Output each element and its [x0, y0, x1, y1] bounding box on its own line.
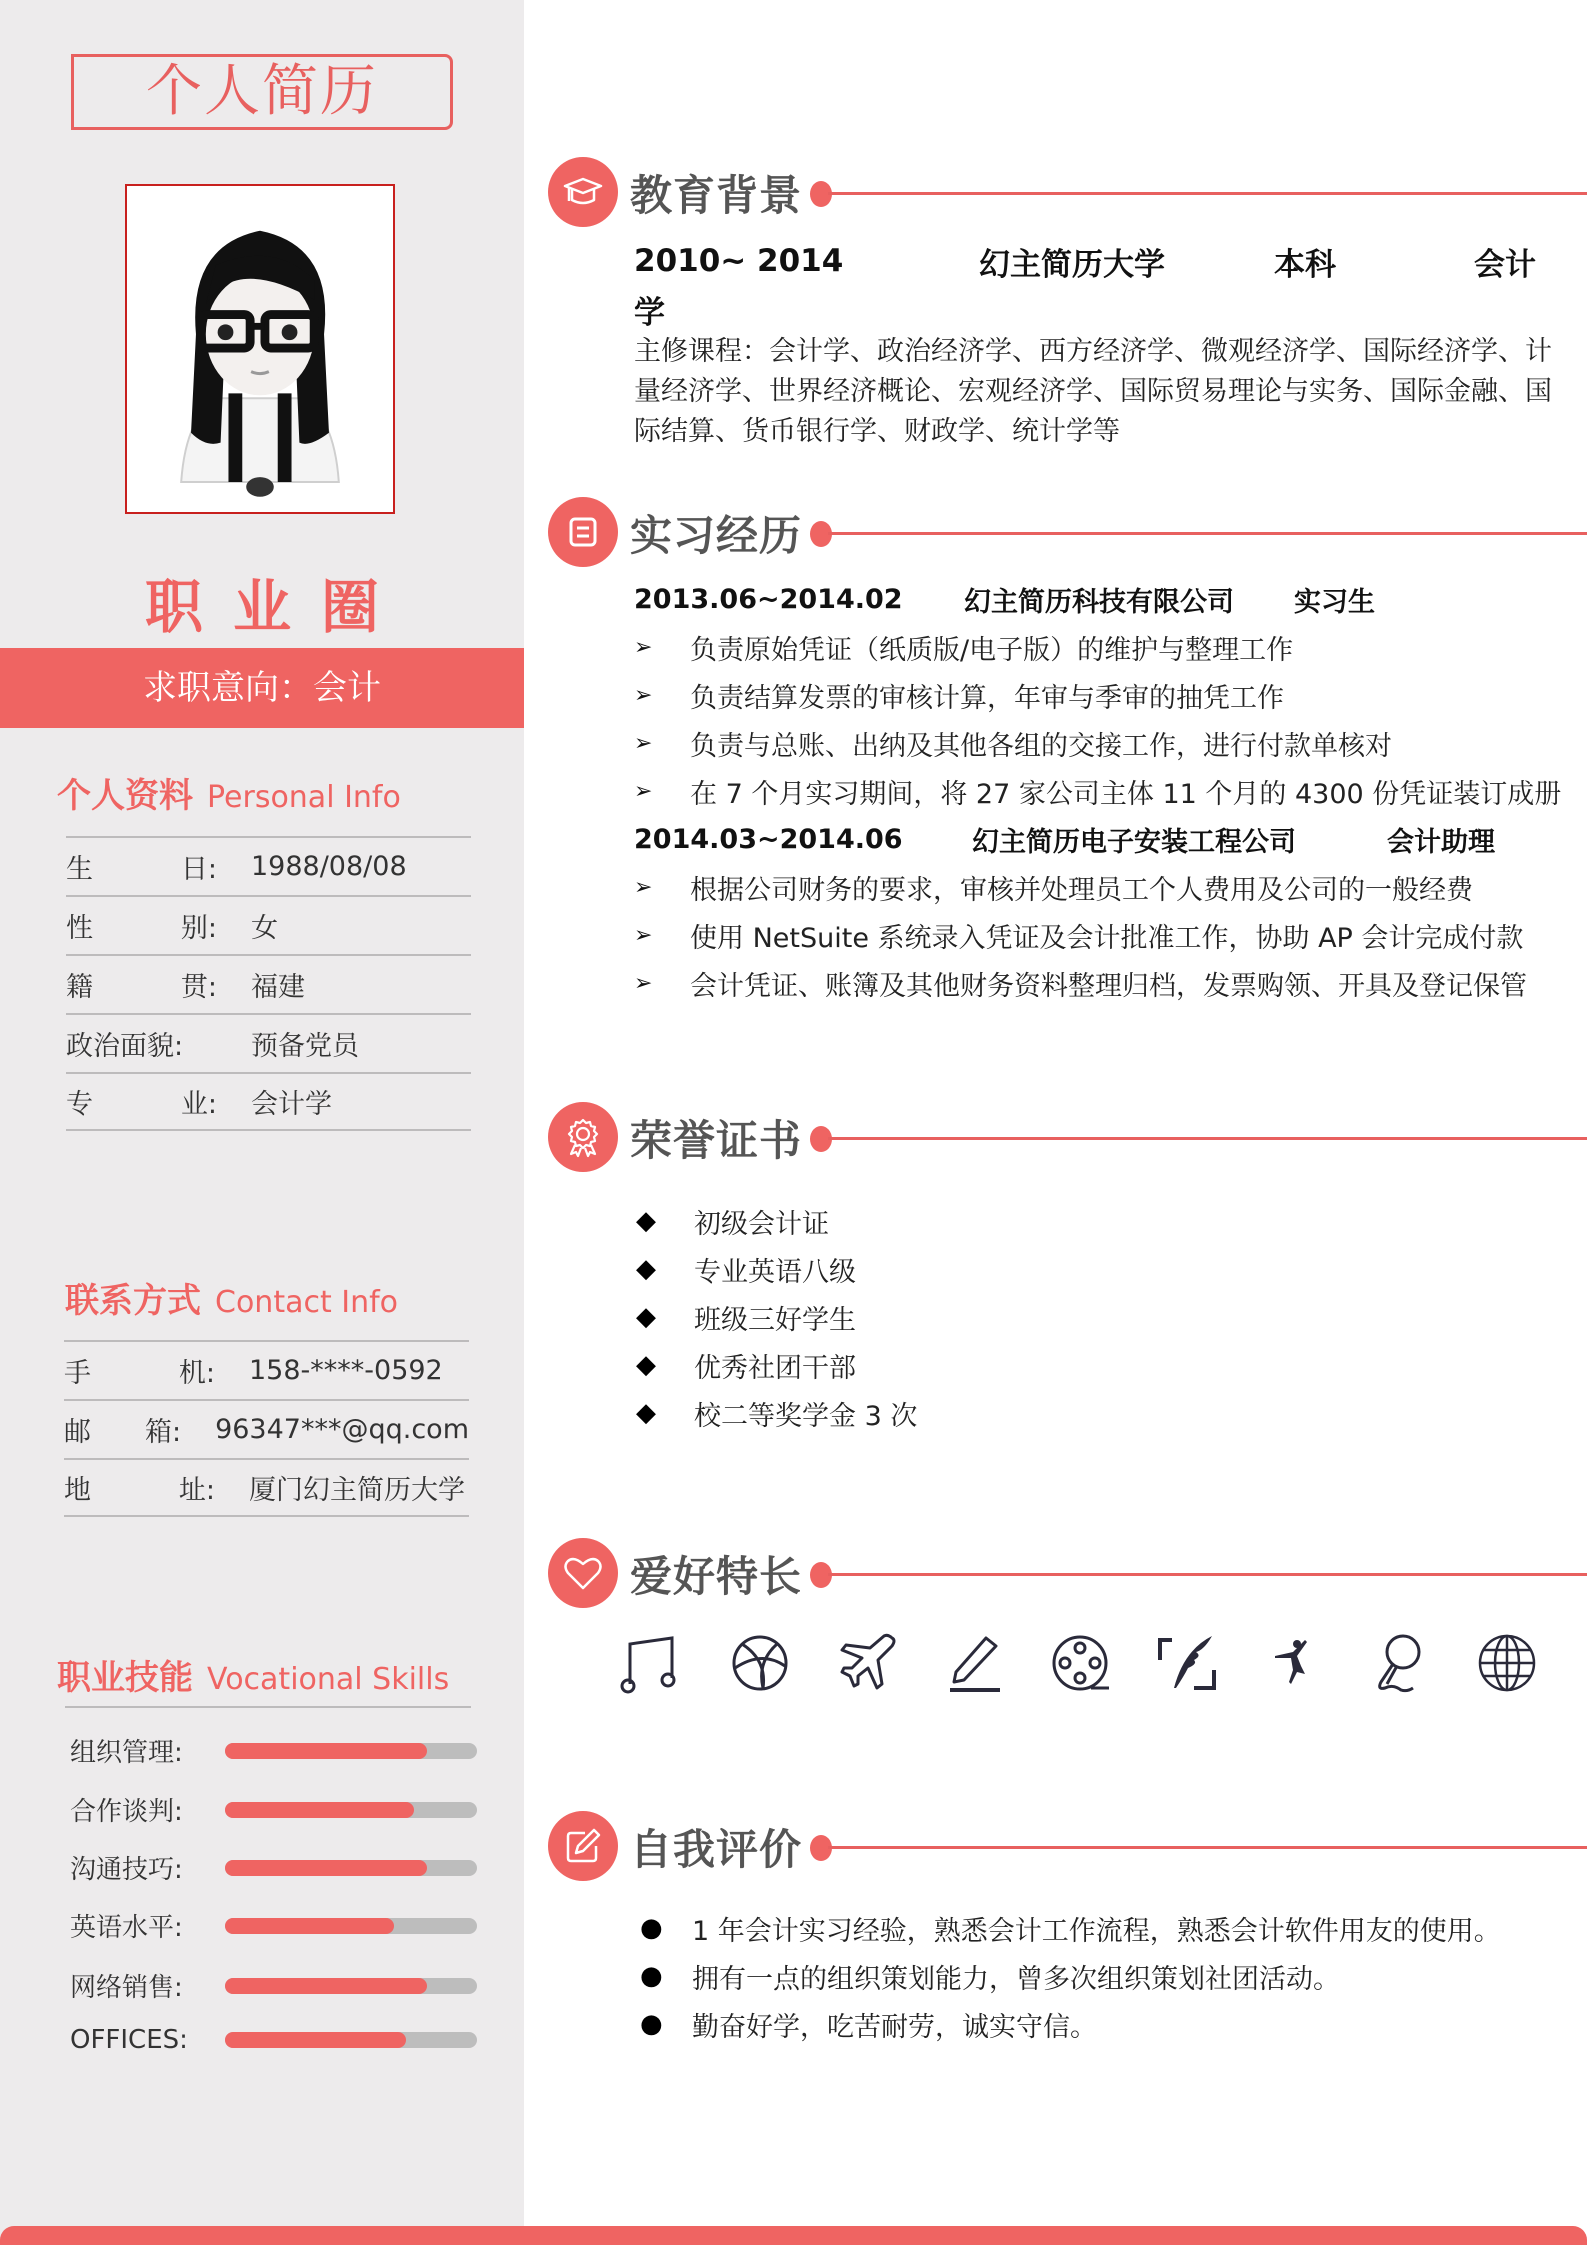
- dance-icon: [1261, 1630, 1327, 1696]
- bullet-text: 使用 NetSuite 系统录入凭证及会计批准工作，协助 AP 会计完成付款: [690, 922, 1524, 954]
- honor-item: [636, 1293, 1566, 1341]
- skill-label: 网络销售:: [70, 1973, 183, 2003]
- info-row-birthday: [66, 836, 471, 895]
- label-char: 箱:: [144, 1417, 182, 1448]
- personal-info-heading-en: Personal Info: [207, 780, 401, 815]
- profile-photo: [125, 184, 395, 514]
- info-row-political-status: [66, 1013, 471, 1072]
- skill-row: [70, 1732, 477, 1769]
- quill-writing-icon: [1154, 1630, 1220, 1696]
- candidate-name: 职业圈: [144, 573, 409, 641]
- job-header: [634, 575, 1564, 623]
- honor-item: [636, 1389, 1566, 1437]
- arrow-bullet-icon: ➢: [634, 970, 653, 996]
- education-summary: [634, 236, 1564, 286]
- dot-bullet-icon: ●: [640, 1913, 663, 1943]
- bullet-text: 根据公司财务的要求，审核并处理员工个人费用及公司的一般经费: [690, 874, 1473, 906]
- skill-label: OFFICES:: [70, 2025, 188, 2055]
- diamond-bullet-icon: ◆: [636, 1254, 656, 1284]
- internship-title: 实习经历: [630, 511, 803, 560]
- job-company: 幻主简历电子安装工程公司: [972, 826, 1296, 858]
- label-text: 政治面貌:: [66, 1031, 184, 1062]
- job-role: 会计助理: [1387, 826, 1495, 858]
- job-company: 幻主简历科技有限公司: [964, 586, 1234, 618]
- skill-row: [70, 1849, 477, 1886]
- avatar-illustration: [127, 186, 393, 512]
- hobbies-title: 爱好特长: [630, 1552, 803, 1601]
- skill-row: [70, 1907, 477, 1944]
- skill-bar-fill: [225, 1743, 427, 1759]
- label-char: 性: [66, 913, 93, 944]
- award-badge-icon: [548, 1102, 618, 1172]
- info-row-email: [64, 1399, 469, 1458]
- education-school: 幻主简历大学: [979, 246, 1165, 283]
- diamond-bullet-icon: ◆: [636, 1350, 656, 1380]
- job-bullet: [634, 911, 1564, 959]
- education-major: 会计: [1474, 246, 1536, 283]
- skill-bar: [225, 1802, 477, 1818]
- education-period: 2010~ 2014: [634, 243, 844, 279]
- label-char: 贯:: [180, 972, 217, 1003]
- self-eval-section-header: [548, 1811, 1587, 1881]
- label-char: 邮: [64, 1417, 91, 1448]
- education-degree: 本科: [1274, 246, 1336, 283]
- honor-item: [636, 1197, 1566, 1245]
- skill-bar: [225, 1978, 477, 1994]
- job-objective: 求职意向：会计: [0, 648, 524, 728]
- basketball-icon: [727, 1630, 793, 1696]
- education-courses: 主修课程：会计学、政治经济学、西方经济学、微观经济学、国际经济学、计量经济学、世界经济概论、宏观经济学、国际贸易理论与实务、国际金融、国际结算、货币银行学、财政学、统计学等: [634, 336, 1552, 447]
- dot-bullet-icon: ●: [640, 1961, 663, 1991]
- heart-icon: [548, 1538, 618, 1608]
- skills-heading-cn: 职业技能: [57, 1658, 193, 1698]
- section-divider: [828, 532, 1587, 535]
- skill-bar: [225, 1743, 477, 1759]
- skills-divider: [65, 1706, 471, 1708]
- job-header: [634, 815, 1564, 863]
- label-char: 籍: [66, 972, 93, 1003]
- honors-title: 荣誉证书: [630, 1116, 803, 1165]
- personal-info-heading: [57, 768, 401, 817]
- skill-row: [70, 1791, 477, 1828]
- job-bullet: [634, 623, 1564, 671]
- bullet-text: 会计凭证、账簿及其他财务资料整理归档，发票购领、开具及登记保管: [690, 970, 1527, 1002]
- job-bullet: [634, 719, 1564, 767]
- skill-row: [70, 1967, 477, 2004]
- section-divider: [828, 1137, 1587, 1140]
- info-row-gender: [66, 895, 471, 954]
- honors-list: [636, 1197, 1566, 1437]
- self-eval-title: 自我评价: [630, 1825, 803, 1874]
- arrow-bullet-icon: ➢: [634, 682, 653, 708]
- skills-heading: [57, 1650, 449, 1699]
- job-bullet: [634, 671, 1564, 719]
- self-eval-item: [640, 2000, 1570, 2048]
- internship-content: [634, 575, 1564, 1007]
- bullet-text: 负责原始凭证（纸质版/电子版）的维护与整理工作: [690, 634, 1294, 666]
- address-value: 厦门幻主简历大学: [249, 1475, 465, 1506]
- contact-info-heading-en: Contact Info: [215, 1285, 399, 1320]
- education-content: [634, 236, 1564, 450]
- self-eval-text: 1 年会计实习经验，熟悉会计工作流程，熟悉会计软件用友的使用。: [692, 1915, 1501, 1947]
- self-eval-list: [640, 1904, 1570, 2048]
- arrow-bullet-icon: ➢: [634, 922, 653, 948]
- graduation-cap-icon: [548, 157, 618, 227]
- dot-bullet-icon: ●: [640, 2009, 663, 2039]
- skill-bar-fill: [225, 1978, 427, 1994]
- self-eval-item: [640, 1904, 1570, 1952]
- job-bullet: [634, 863, 1564, 911]
- personal-info-heading-cn: 个人资料: [57, 776, 193, 816]
- label-char: 生: [66, 854, 93, 885]
- diamond-bullet-icon: ◆: [636, 1302, 656, 1332]
- education-section-header: [548, 157, 1587, 227]
- diamond-bullet-icon: ◆: [636, 1206, 656, 1236]
- list-icon: [548, 497, 618, 567]
- phone-value: 158-****-0592: [249, 1355, 443, 1386]
- arrow-bullet-icon: ➢: [634, 730, 653, 756]
- contact-info-table: [64, 1340, 469, 1517]
- job-period: 2014.03~2014.06: [634, 823, 903, 855]
- honor-item: [636, 1245, 1566, 1293]
- bullet-text: 负责与总账、出纳及其他各组的交接工作，进行付款单核对: [690, 730, 1392, 762]
- skill-label: 组织管理:: [70, 1738, 183, 1768]
- job-bullet: [634, 767, 1564, 815]
- info-row-phone: [64, 1340, 469, 1399]
- honor-text: 初级会计证: [694, 1208, 829, 1240]
- birthday-value: 1988/08/08: [251, 851, 407, 882]
- hometown-value: 福建: [251, 972, 305, 1003]
- arrow-bullet-icon: ➢: [634, 778, 653, 804]
- skill-label: 沟通技巧:: [70, 1855, 183, 1885]
- skill-label: 合作谈判:: [70, 1797, 183, 1827]
- self-eval-item: [640, 1952, 1570, 2000]
- job-period: 2013.06~2014.02: [634, 583, 903, 615]
- diamond-bullet-icon: ◆: [636, 1398, 656, 1428]
- label-char: 业:: [180, 1089, 217, 1120]
- section-divider: [828, 192, 1587, 195]
- honor-text: 班级三好学生: [694, 1304, 856, 1336]
- label-char: 专: [66, 1089, 93, 1120]
- footer-bar: [0, 2226, 1587, 2245]
- honor-text: 专业英语八级: [694, 1256, 856, 1288]
- skill-bar-fill: [225, 1802, 414, 1818]
- hobbies-section-header: [548, 1538, 1587, 1608]
- music-note-icon: [620, 1630, 686, 1696]
- internship-section-header: [548, 497, 1587, 567]
- honor-text: 优秀社团干部: [694, 1352, 856, 1384]
- hobby-icons: [620, 1630, 1540, 1696]
- political-status-value: 预备党员: [251, 1031, 359, 1062]
- education-title: 教育背景: [630, 171, 803, 220]
- job-bullet: [634, 959, 1564, 1007]
- label-char: 手: [64, 1358, 91, 1389]
- airplane-icon: [834, 1630, 900, 1696]
- self-eval-text: 勤奋好学，吃苦耐劳，诚实守信。: [692, 2011, 1097, 2043]
- education-major-wrap: [634, 286, 1564, 332]
- skill-bar: [225, 2032, 477, 2048]
- label-char: 地: [64, 1475, 91, 1506]
- skill-bar-fill: [225, 1860, 427, 1876]
- skill-bar: [225, 1918, 477, 1934]
- skill-label: 英语水平:: [70, 1913, 183, 1943]
- bullet-text: 在 7 个月实习期间，将 27 家公司主体 11 个月的 4300 份凭证装订成册: [690, 778, 1562, 810]
- arrow-bullet-icon: ➢: [634, 874, 653, 900]
- resume-title: 个人简历: [71, 54, 453, 130]
- globe-icon: [1474, 1630, 1540, 1696]
- honor-item: [636, 1341, 1566, 1389]
- section-divider: [828, 1846, 1587, 1849]
- major-value: 会计学: [251, 1089, 332, 1120]
- contact-info-heading: [65, 1273, 398, 1322]
- info-row-hometown: [66, 954, 471, 1013]
- film-reel-icon: [1047, 1630, 1113, 1696]
- label-char: 别:: [180, 913, 217, 944]
- label-char: 址:: [178, 1475, 215, 1506]
- job-role: 实习生: [1294, 586, 1375, 618]
- info-row-address: [64, 1458, 469, 1517]
- section-divider: [828, 1573, 1587, 1576]
- pen-drawing-icon: [940, 1630, 1006, 1696]
- edit-icon: [548, 1811, 618, 1881]
- personal-info-table: [66, 836, 471, 1131]
- table-tennis-icon: [1367, 1630, 1433, 1696]
- info-row-major: [66, 1072, 471, 1131]
- email-value: 96347***@qq.com: [215, 1414, 469, 1445]
- contact-info-heading-cn: 联系方式: [65, 1281, 201, 1321]
- label-char: 日:: [180, 854, 217, 885]
- bullet-text: 负责结算发票的审核计算，年审与季审的抽凭工作: [690, 682, 1284, 714]
- skill-row: [70, 2025, 477, 2055]
- gender-value: 女: [251, 913, 278, 944]
- arrow-bullet-icon: ➢: [634, 634, 653, 660]
- skill-bar-fill: [225, 1918, 394, 1934]
- education-major-continued: 学: [634, 294, 665, 331]
- skill-bar-fill: [225, 2032, 406, 2048]
- honor-text: 校二等奖学金 3 次: [694, 1400, 918, 1432]
- skills-heading-en: Vocational Skills: [207, 1662, 450, 1697]
- honors-section-header: [548, 1102, 1587, 1172]
- label-char: 机:: [178, 1358, 215, 1389]
- self-eval-text: 拥有一点的组织策划能力，曾多次组织策划社团活动。: [692, 1963, 1340, 1995]
- skill-bar: [225, 1860, 477, 1876]
- sidebar: [0, 0, 524, 2245]
